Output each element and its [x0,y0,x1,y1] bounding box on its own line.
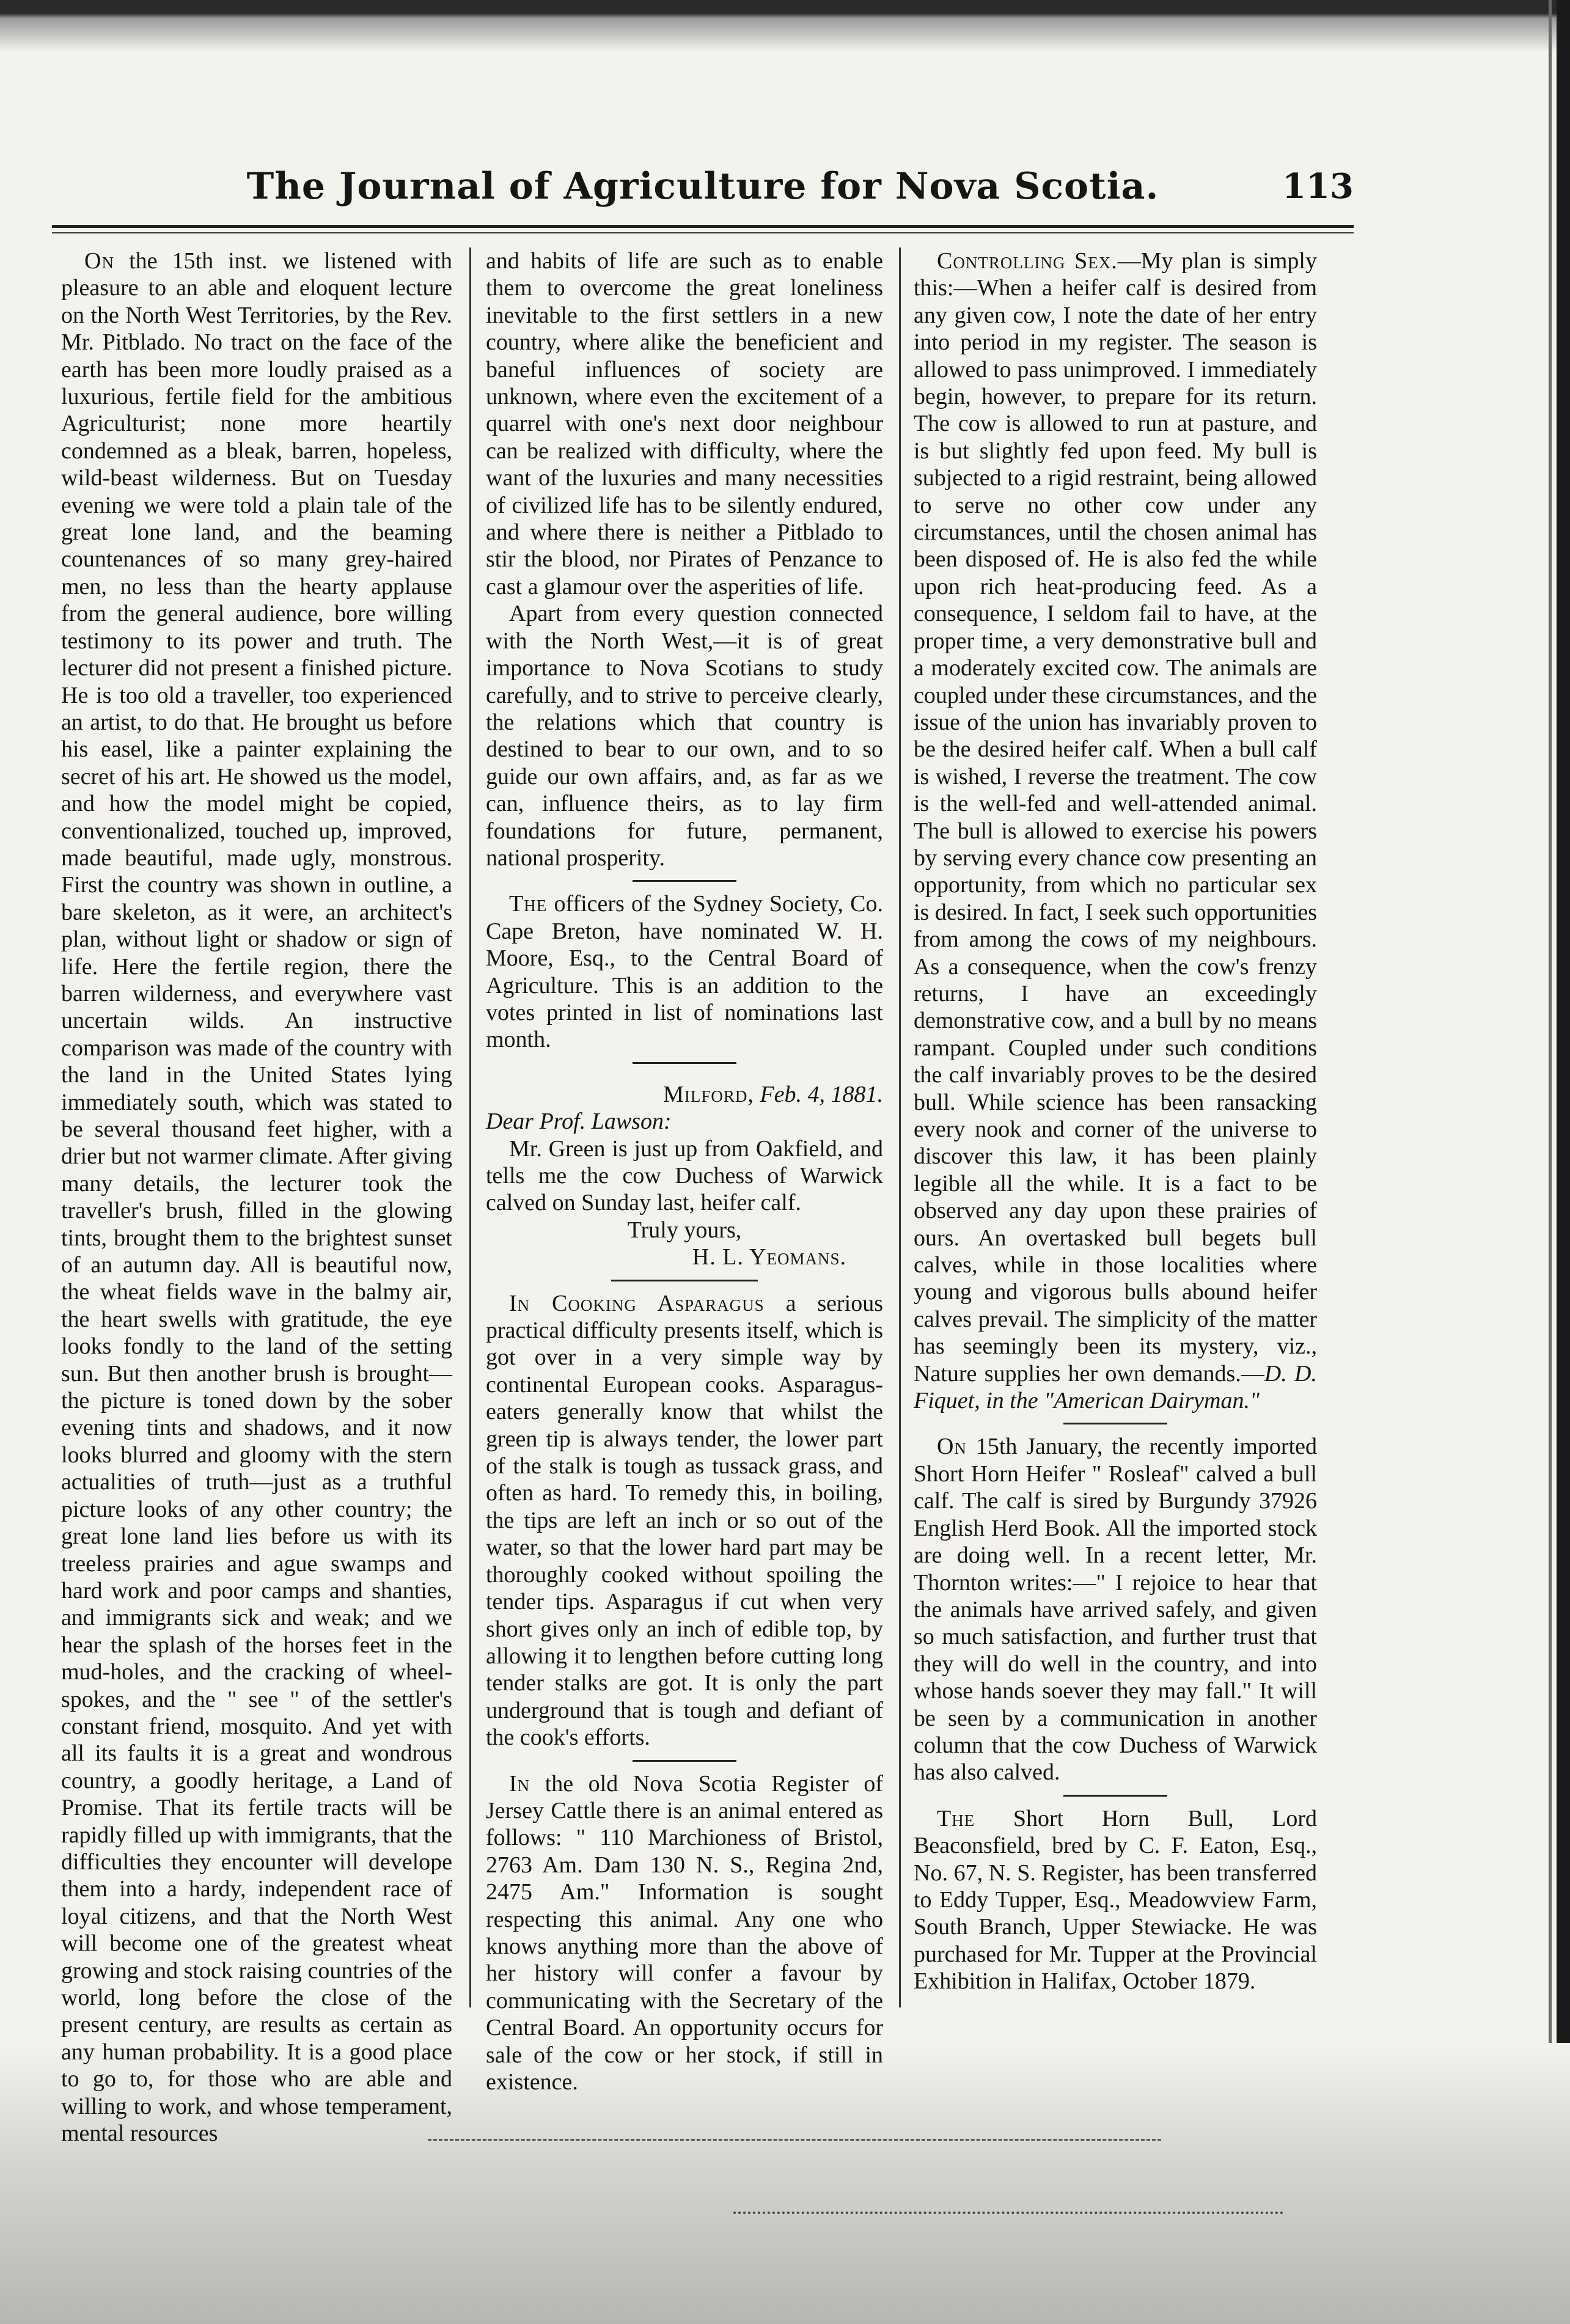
article-text: officers of the Sydney Society, Co. Cape Breton, have nominated W. H. Moore, Esq., to the Central Board of Agriculture. This is an addition to the votes printed in list of nominations last month. [486,891,883,1053]
scan-edge-right [1557,0,1570,2324]
article-asparagus [486,1290,883,1751]
article-separator [633,880,736,882]
lead-word: On [937,1434,967,1460]
scan-noise [733,2212,1283,2226]
lead-word: The [509,891,548,917]
article-north-west-lecture [61,247,452,2147]
article-continuation: and habits of life are such as to enable them to overcome the great loneliness inevitable to the first settlers in a new country, where alike the beneficient and baneful influences of society are unknown, where even the excitement of a quarrel with one's next door neighbour can be realized with difficulty, where the want of the luxuries and many necessities of civilized life has to be silently endured, and where there is neither a Pitblado to stir the blood, nor Pirates of Penzance to cast a glamour over the asperities of life. [486,248,883,599]
lead-word: The [937,1805,975,1831]
article-rosleaf [914,1433,1317,1786]
column-divider [469,247,471,2007]
scan-edge-top [0,0,1570,52]
article-separator [1063,1423,1167,1424]
lead-word: In Cooking Asparagus [509,1290,765,1316]
column-1 [61,247,453,2147]
letter-place: Milford, [663,1081,754,1107]
page-number: 113 [1282,166,1354,207]
article-attribution: D. D. Fiquet, in the "American Dairyman." [914,1360,1317,1414]
letter-dateline [486,1081,883,1108]
article-text: the 15th inst. we listened with pleasure to an able and eloquent lecture on the North West Territories, by the Rev. Mr. Pitblado. No tract on the face of the earth has been more loudly praised as a luxurious, fertile field for the ambitious Agriculturist; none more heartily condemned as a bleak, barren, hopeless, wild-beast wilderness. But on Tuesday evening we were told a plain tale of the great lone land, and the beaming countenances of so many grey-haired men, no less than the hearty applause from the general audience, bore willing testimony to its power and truth. The lecturer did not present a finished picture. He is too old a traveller, too experienced an artist, to do that. He brought us before his easel, like a painter explaining the secret of his art. He showed us the model, and how the model might be copied, conventionalized, touched up, improved, made beautiful, made ugly, monstrous. First the country was shown in outline, a bare skeleton, as it were, an architect's plan, without light or shadow or sign of life. Here the fertile region, there the barren wilderness, and everywhere vast uncertain wilds. An instructive comparison was made of the country with the land in the United States lying immediately south, which was stated to be several thousand feet higher, with a drier but not warmer climate. After giving many details, the lecturer took the traveller's brush, filled in the glowing tints, brought them to the brightest sunset of an autumn day. All is beautiful now, the wheat fields wave in the balmy air, the heart swells with gratitude, the eye looks fondly to the land of the setting sun. But then another brush is brought—the picture is toned down by the sober evening tints and shadows, and it now looks blurred and gloomy with the stern actualities of truth—just as a truthful picture looks of any other country; the great lone land lies before us with its treeless prairies and ague swamps and hard work and poor camps and shanties, and immigrants sick and weak; and we hear the splash of the horses feet in the mud-holes, and the cracking of wheel-spokes, and the " see " of the settler's constant friend, mosquito. And yet with all its faults it is a great and wondrous country, a goodly heritage, a Land of Promise. That its fertile tracts will be rapidly filled up with immigrants, that the difficulties they encounter will develope them into a hardy, independent race of loyal citizens, and that the North West will become one of the greatest wheat growing and stock raising countries of the world, long before the close of the present century, are results as certain as any human probability. It is a good place to go to, for those who are able and willing to work, and whose temperament, mental resources [61,248,453,2147]
article-text: —My plan is simply this:—When a heifer calf is desired from any given cow, I note the date of her entry into period in my register. The season is allowed to pass unimproved. I immediately begin, however, to prepare for its return. The cow is allowed to run at pasture, and is but slightly fed upon feed. My bull is subjected to a rigid restraint, being allowed to serve no other cow under any circumstances, until the chosen animal has been disposed of. He is also fed the while upon rich heat-producing feed. As a consequence, I seldom fail to have, at the proper time, a very demonstrative bull and a moderately excited cow. The animals are coupled under these circumstances, and the issue of the union has invariably proven to be the desired heifer calf. When a bull calf is wished, I reverse the treatment. The cow is the well-fed and well-attended animal. The bull is allowed to exercise his powers by serving every chance cow presenting an opportunity, from which no particular sex is desired. In fact, I seek such opportunities from among the cows of my neighbours. As a consequence, when the cow's frenzy returns, I have an exceedingly demonstrative cow, and a bull by no means rampant. Coupled under such conditions the calf invariably proves to be the desired bull. While science has been ransacking every nook and corner of the universe to discover this law, it has been plainly legible all the while. It is a fact to be observed any day upon these prairies of ours. An overtasked bull begets bull calves, while in those localities where young and vigorous bulls abound heifer calves prevail. The simplicity of the matter has seemingly been its mystery, viz., Nature supplies her own demands.— [914,248,1317,1387]
letter-date: Feb. 4, 1881. [760,1081,883,1107]
article-jersey-register [486,1770,883,2096]
letter-closing: Truly yours, [627,1217,742,1243]
article-separator [611,1280,758,1281]
article-text: Short Horn Bull, Lord Beaconsfield, bred by C. F. Eaton, Esq., No. 67, N. S. Register, has been transferred to Eddy Tupper, Esq., Meadowview Farm, South Branch, Upper Stewiacke. He was purchased for Mr. Tupper at the Provincial Exhibition in Halifax, October 1879. [914,1805,1317,1995]
article-short-horn-bull [914,1805,1317,1995]
header-rule [52,225,1354,228]
scan-noise [428,2139,1161,2153]
article-separator [633,1062,736,1064]
article-text: the old Nova Scotia Register of Jersey Cattle there is an animal entered as follows: " 110 Marchioness of Bristol, 2763 Am. Dam 130 N. S., Regina 2nd, 2475 Am." Information is sought respecting this animal. Any one who knows anything more than the above of her history will confer a favour by communicating with the Secretary of the Central Board. An opportunity occurs for sale of the cow or her stock, if still in existence. [486,1770,883,2095]
column-3 [914,247,1317,2007]
page-header [52,165,1354,220]
article-text: a serious practical difficulty presents itself, which is got over in a very simple way by continental European cooks. Asparagus-eaters generally know that whilst the green tip is always tender, the lower part of the stalk is tough as tussack grass, and often as hard. To remedy this, in boiling, the tips are left an inch or so out of the water, so that the lower hard part may be thoroughly cooked without spoiling the tender tips. Asparagus if cut when very short gives only an inch of edible top, by allowing it to lengthen before cutting long tender stalks are got. It is only the part underground that is tough and defiant of the cook's efforts. [486,1290,883,1751]
article-paragraph: Apart from every question connected with the North West,—it is of great importance to Nova Scotians to study carefully, and to strive to perceive clearly, the relations which that country is destined to bear to our own, and to so guide our own affairs, and, as far as we can, influence theirs, as to lay firm foundations for future, permanent, national prosperity. [486,601,883,871]
article-separator [633,1760,736,1762]
letter-body: Mr. Green is just up from Oakfield, and tells me the cow Duchess of Warwick calved on Sunday last, heifer calf. [486,1135,883,1216]
article-text: 15th January, the recently imported Short Horn Heifer " Rosleaf" calved a bull calf. The calf is sired by Burgundy 37926 English Herd Book. All the imported stock are doing well. In a recent letter, Mr. Thornton writes:—" I rejoice to hear that the animals have arrived safely, and given so much satisfaction, and further trust that they will do well in the country, and into whose hands soever they may fall." It will be seen by a communication in another column that the cow Duchess of Warwick has also calved. [914,1434,1317,1786]
article-controlling-sex [914,247,1317,1414]
scan-edge-right-line [1549,0,1552,2324]
column-2 [486,247,883,2095]
header-rule [52,232,1354,233]
article-heading: Controlling Sex. [937,248,1118,274]
running-title: The Journal of Agriculture for Nova Scotia. [246,165,1159,208]
lead-word: In [509,1770,530,1797]
column-divider [899,247,901,2007]
article-sydney-officers [486,890,883,1053]
letter-salutation: Dear Prof. Lawson: [486,1109,672,1135]
article-separator [1063,1795,1167,1797]
lead-word: On [84,248,114,274]
letter-signature: H. L. Yeomans. [692,1244,846,1270]
